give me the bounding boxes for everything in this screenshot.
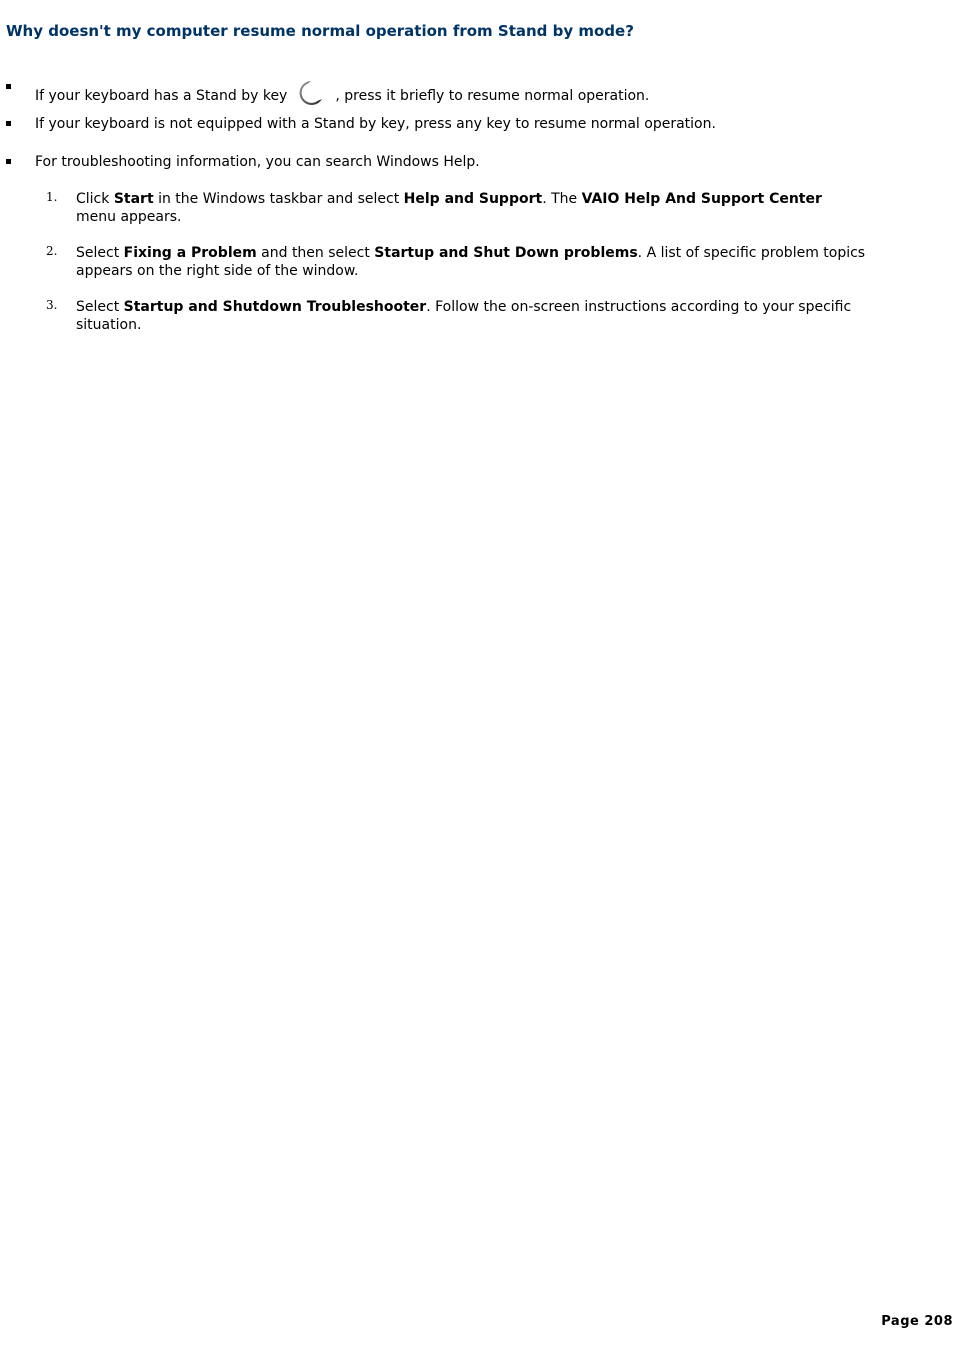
bullet-square-icon bbox=[6, 84, 11, 89]
page-number: Page 208 bbox=[881, 1314, 953, 1329]
step-text-run: . Follow the on-screen instructions according to your specific situation. bbox=[76, 299, 852, 333]
step-text-run: in the Windows taskbar and select bbox=[153, 191, 404, 207]
step-number: 3. bbox=[46, 298, 58, 312]
step-text bbox=[76, 190, 866, 226]
bullet-square-icon bbox=[6, 121, 11, 126]
step-bold-start: Start bbox=[113, 191, 154, 207]
step-bold-vaio-help-center: VAIO Help And Support Center bbox=[581, 191, 822, 207]
bullet-text-before-icon: If your keyboard has a Stand by key bbox=[35, 88, 288, 104]
bullet-text-after-icon: , press it briefly to resume normal operation. bbox=[335, 88, 650, 104]
step-bold-fixing-a-problem: Fixing a Problem bbox=[123, 245, 257, 261]
step-number: 2. bbox=[46, 244, 58, 258]
step-text-run: Click bbox=[76, 191, 114, 207]
crescent-moon-icon bbox=[295, 78, 325, 108]
step-bold-troubleshooter: Startup and Shutdown Troubleshooter bbox=[123, 299, 427, 315]
bullet-square-icon bbox=[6, 159, 11, 164]
bullet-text: If your keyboard is not equipped with a Stand by key, press any key to resume normal operation. bbox=[35, 116, 716, 132]
step-text-run: and then select bbox=[256, 245, 375, 261]
step-text-run: . A list of specific problem topics appears on the right side of the window. bbox=[76, 245, 866, 279]
bullet-text: For troubleshooting information, you can search Windows Help. bbox=[35, 154, 480, 170]
step-text-run: . The bbox=[542, 191, 582, 207]
step-text-run: Select bbox=[76, 299, 124, 315]
step-number: 1. bbox=[46, 190, 58, 204]
step-bold-startup-shutdown-problems: Startup and Shut Down problems bbox=[374, 245, 638, 261]
bullet-text bbox=[35, 78, 649, 108]
step-text bbox=[76, 244, 866, 280]
page-title: Why doesn't my computer resume normal operation from Stand by mode? bbox=[6, 22, 634, 40]
step-text-run: menu appears. bbox=[76, 209, 182, 225]
step-text bbox=[76, 298, 866, 334]
step-text-run: Select bbox=[76, 245, 124, 261]
step-bold-help-and-support: Help and Support bbox=[403, 191, 543, 207]
